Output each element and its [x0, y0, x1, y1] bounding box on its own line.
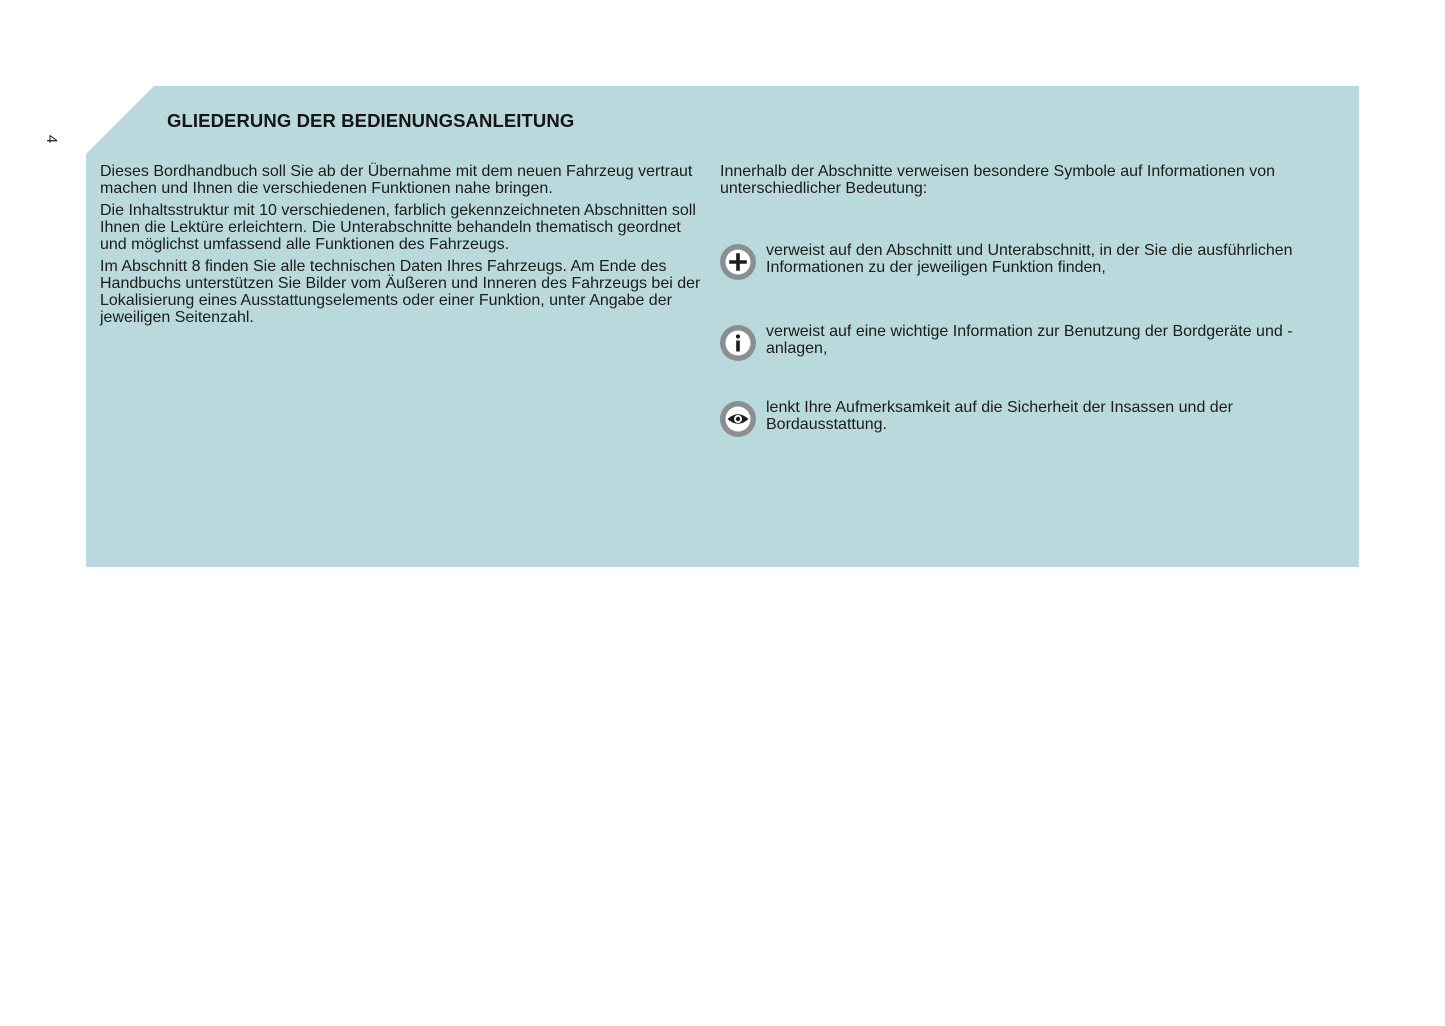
info-icon [720, 325, 756, 361]
page-title: GLIEDERUNG DER BEDIENUNGSANLEITUNG [167, 110, 575, 131]
page-number: 4 [43, 134, 60, 144]
left-column [100, 163, 710, 331]
eye-icon [720, 401, 756, 437]
right-column [720, 163, 1350, 197]
symbol-row-eye [720, 401, 1350, 441]
paragraph-intro: Dieses Bordhandbuch soll Sie ab der Übernahme mit dem neuen Fahrzeug vertraut machen und Ihnen die verschiedenen Funktionen nahe bringen. [100, 163, 693, 197]
symbol-text-eye: lenkt Ihre Aufmerksamkeit auf die Sicherheit der Insassen und der Bordausstattung. [766, 399, 1233, 433]
plus-icon [720, 244, 756, 280]
symbols-intro: Innerhalb der Abschnitte verweisen besondere Symbole auf Informationen von unterschiedlicher Bedeutung: [720, 163, 1276, 197]
symbol-row-plus [720, 244, 1350, 284]
symbol-row-info [720, 325, 1350, 365]
symbol-text-plus: verweist auf den Abschnitt und Unterabschnitt, in der Sie die ausführlichen Informationen zu der jeweiligen Funktion finden, [766, 242, 1293, 276]
symbol-text-info: verweist auf eine wichtige Information zur Benutzung der Bordgeräte und -anlagen, [766, 323, 1293, 357]
paragraph-structure: Die Inhaltsstruktur mit 10 verschiedenen, farblich gekennzeichneten Abschnitten soll Ihnen die Lektüre erleichtern. Die Unterabschnitte behandeln thematisch geordnet und möglichst umfassend alle Funktionen des Fahrzeugs. [100, 202, 696, 253]
paragraph-technical-data: Im Abschnitt 8 finden Sie alle technischen Daten Ihres Fahrzeugs. Am Ende des Handbuchs unterstützen Sie Bilder vom Äußeren und Inneren des Fahrzeugs bei der Lokalisierung eines Ausstattungselements oder einer Funktion, unter Angabe der jeweiligen Seitenzahl. [100, 258, 701, 326]
